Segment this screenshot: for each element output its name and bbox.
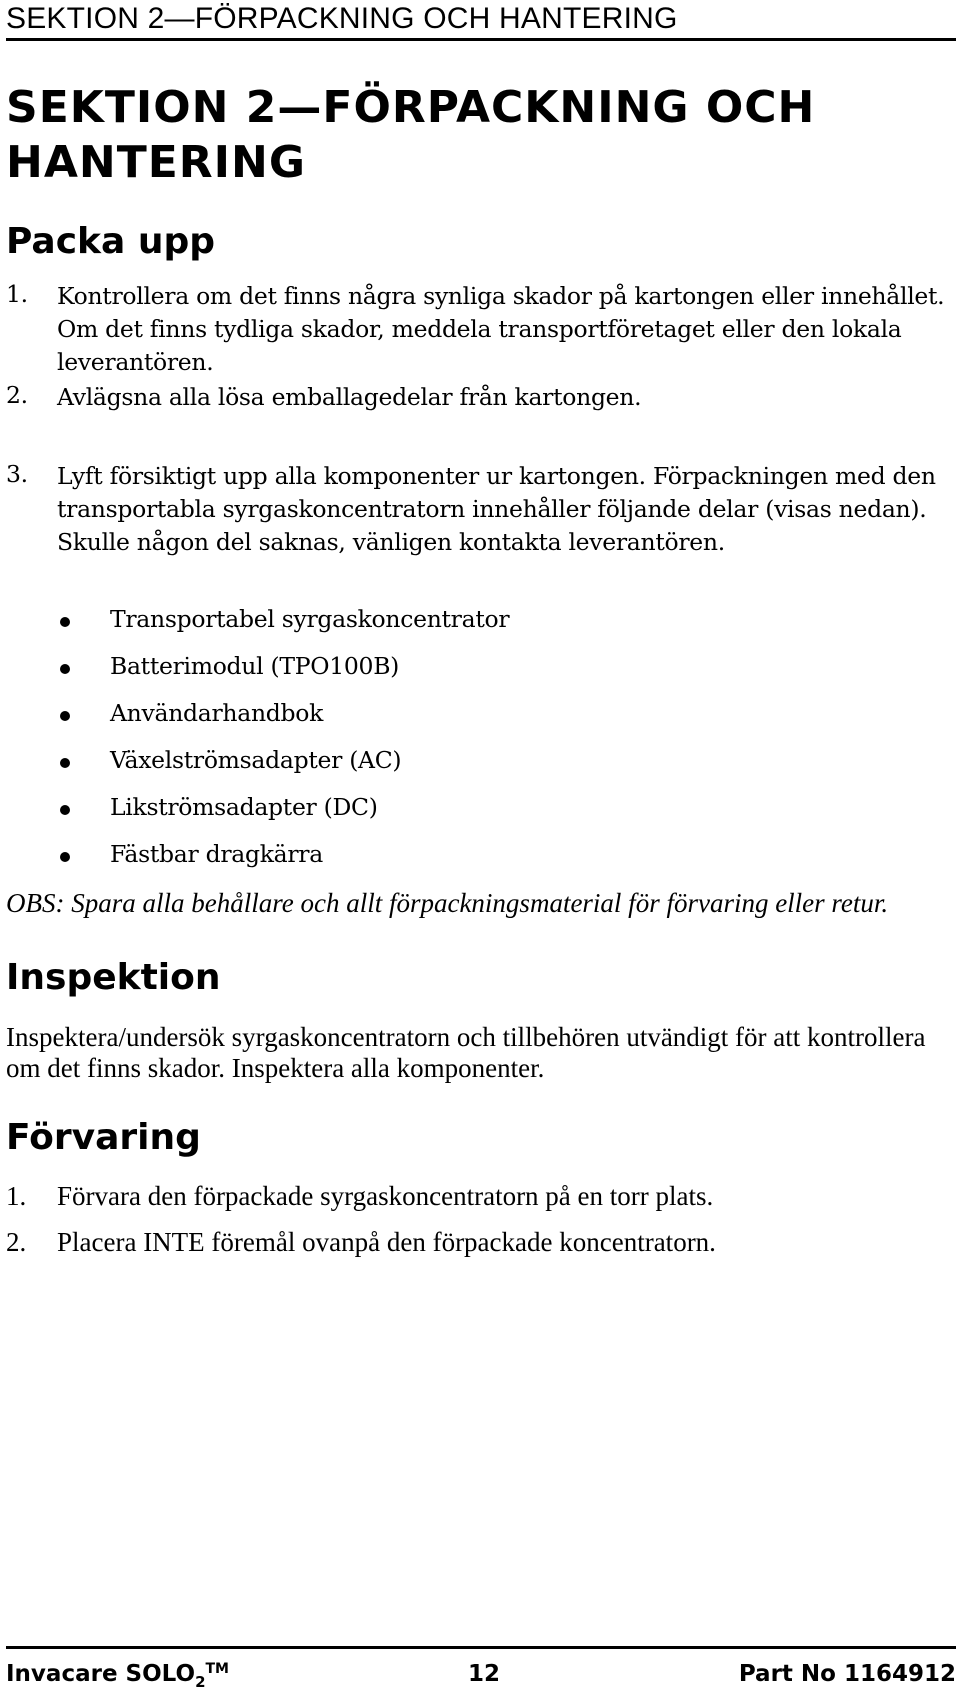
inspection-text: Inspektera/undersök syrgaskoncentratorn och tillbehören utvändigt för att kontrollera om det finns skador. Inspektera alla komponenter. (6, 1022, 926, 1083)
bullet-icon (60, 711, 70, 721)
contents-item-label: Transportabel syrgaskoncentrator (110, 605, 510, 633)
contents-item-label: Växelströmsadapter (AC) (110, 746, 402, 774)
bullet-icon (60, 852, 70, 862)
note: OBS: Spara alla behållare och allt förpackningsmaterial för förvaring eller retur. (6, 888, 889, 918)
step-number: 1. (6, 1181, 27, 1211)
trademark: TM (205, 1661, 229, 1677)
bullet-icon (60, 617, 70, 627)
product-subscript: 2 (195, 1673, 206, 1691)
unpack-step-1 (6, 280, 956, 380)
section-title: SEKTION 2—FÖRPACKNING OCH HANTERING (6, 82, 816, 188)
contents-item-label: Användarhandbok (110, 699, 324, 727)
running-header: SEKTION 2—FÖRPACKNING OCH HANTERING (6, 2, 956, 41)
unpack-step-2 (6, 381, 956, 415)
contents-item-label: Likströmsadapter (DC) (110, 793, 378, 821)
page-footer (6, 1646, 956, 1689)
unpack-step-3 (6, 460, 956, 594)
bullet-icon (60, 758, 70, 768)
heading-unpack: Packa upp (6, 221, 215, 262)
footer-product (6, 1661, 229, 1691)
bullet-icon (60, 805, 70, 815)
contents-item-label: Batterimodul (TPO100B) (110, 652, 400, 680)
step-text: Avlägsna alla lösa emballagedelar från kartongen. (57, 383, 642, 411)
part-number: Part No 1164912 (738, 1661, 956, 1687)
step-text: Placera INTE föremål ovanpå den förpackade koncentratorn. (57, 1227, 716, 1257)
contents-item-label: Fästbar dragkärra (110, 840, 323, 868)
step-text: Kontrollera om det finns några synliga skador på kartongen eller innehållet. Om det finns tydliga skador, meddela transportföretaget eller den lokala leverantören. (57, 282, 945, 376)
step-number: 2. (6, 1227, 27, 1257)
bullet-icon (60, 664, 70, 674)
product-name: Invacare SOLO (6, 1661, 196, 1687)
step-number: 3. (6, 460, 28, 488)
page-number: 12 (468, 1661, 501, 1687)
step-number: 1. (6, 280, 28, 308)
heading-inspection: Inspektion (6, 957, 221, 998)
step-number: 2. (6, 381, 28, 409)
step-text: Lyft försiktigt upp alla komponenter ur kartongen. Förpackningen med den transportabla syrgaskoncentratorn innehåller följande delar (visas nedan). Skulle någon del saknas, vänligen kontakta leverantören. (57, 462, 936, 556)
heading-storage: Förvaring (6, 1117, 201, 1158)
step-text: Förvara den förpackade syrgaskoncentratorn på en torr plats. (57, 1181, 714, 1211)
